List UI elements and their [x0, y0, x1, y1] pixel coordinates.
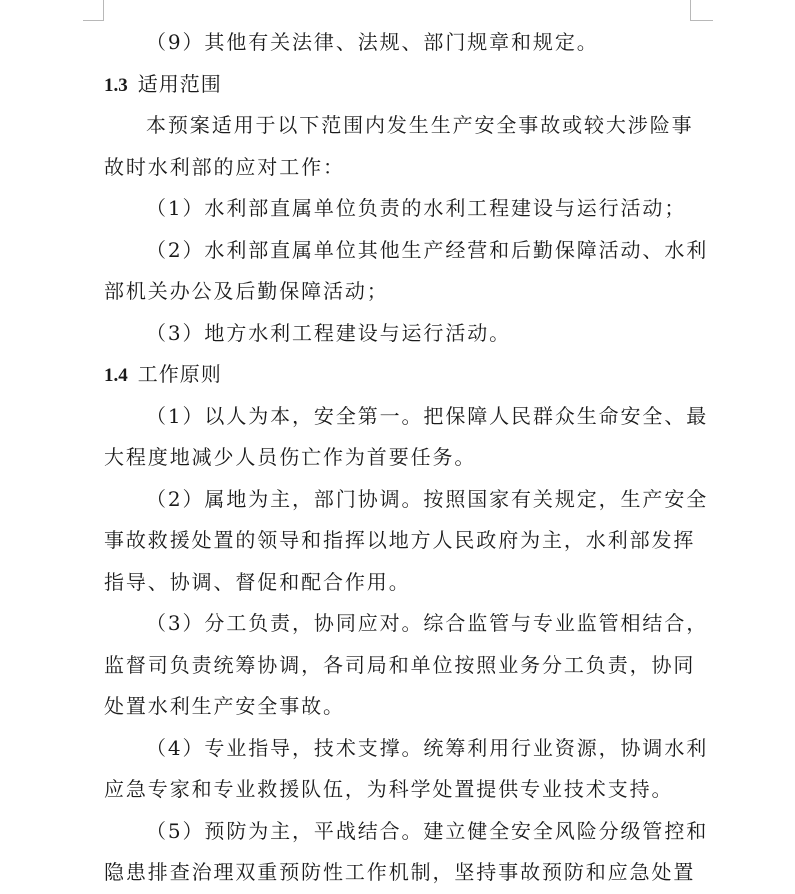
crop-mark-top-left [83, 0, 104, 21]
paragraph-first-line: （2）属地为主，部门协调。按照国家有关规定，生产安全 [146, 486, 709, 511]
paragraph-line: 监督司负责统筹协调，各司局和单位按照业务分工负责，协同 [104, 652, 696, 677]
paragraph-first-line: （1）水利部直属单位负责的水利工程建设与运行活动； [146, 196, 687, 220]
section-number: 1.4 [104, 365, 128, 386]
paragraph-first-line: （9）其他有关法律、法规、部门规章和规定。 [146, 30, 599, 54]
paragraph-first-line: （2）水利部直属单位其他生产经营和后勤保障活动、水利 [146, 237, 709, 262]
paragraph-first-line: （3）分工负责，协同应对。综合监管与专业监管相结合， [146, 611, 709, 635]
paragraph-first-line: 本预案适用于以下范围内发生生产安全事故或较大涉险事 [146, 113, 694, 137]
paragraph-line: 应急专家和专业救援队伍，为科学处置提供专业技术支持。 [104, 777, 674, 801]
paragraph-first-line: （5）预防为主，平战结合。建立健全安全风险分级管控和 [146, 818, 709, 843]
paragraph-first-line: （4）专业指导，技术支撑。统筹利用行业资源，协调水利 [146, 735, 709, 760]
paragraph-line: 隐患排查治理双重预防性工作机制，坚持事故预防和应急处置 [104, 860, 696, 884]
paragraph-line: 大程度地减少人员伤亡作为首要任务。 [104, 445, 477, 469]
section-heading [104, 354, 694, 396]
section-title: 工作原则 [137, 362, 222, 386]
section-heading [104, 64, 694, 106]
paragraph-line: 事故救援处置的领导和指挥以地方人民政府为主，水利部发挥 [104, 528, 696, 552]
paragraph-first-line: （3）地方水利工程建设与运行活动。 [146, 320, 512, 345]
paragraph-line: 处置水利生产安全事故。 [104, 694, 345, 718]
section-number: 1.3 [104, 74, 128, 96]
section-title: 适用范围 [137, 71, 222, 96]
paragraph-line: 故时水利部的应对工作： [104, 154, 345, 179]
paragraph-line: 指导、协调、督促和配合作用。 [104, 569, 411, 594]
document-body [104, 22, 709, 894]
crop-mark-top-right [690, 0, 713, 21]
paragraph-line: 部机关办公及后勤保障活动； [104, 279, 389, 303]
paragraph-first-line: （1）以人为本，安全第一。把保障人民群众生命安全、最 [146, 403, 709, 428]
